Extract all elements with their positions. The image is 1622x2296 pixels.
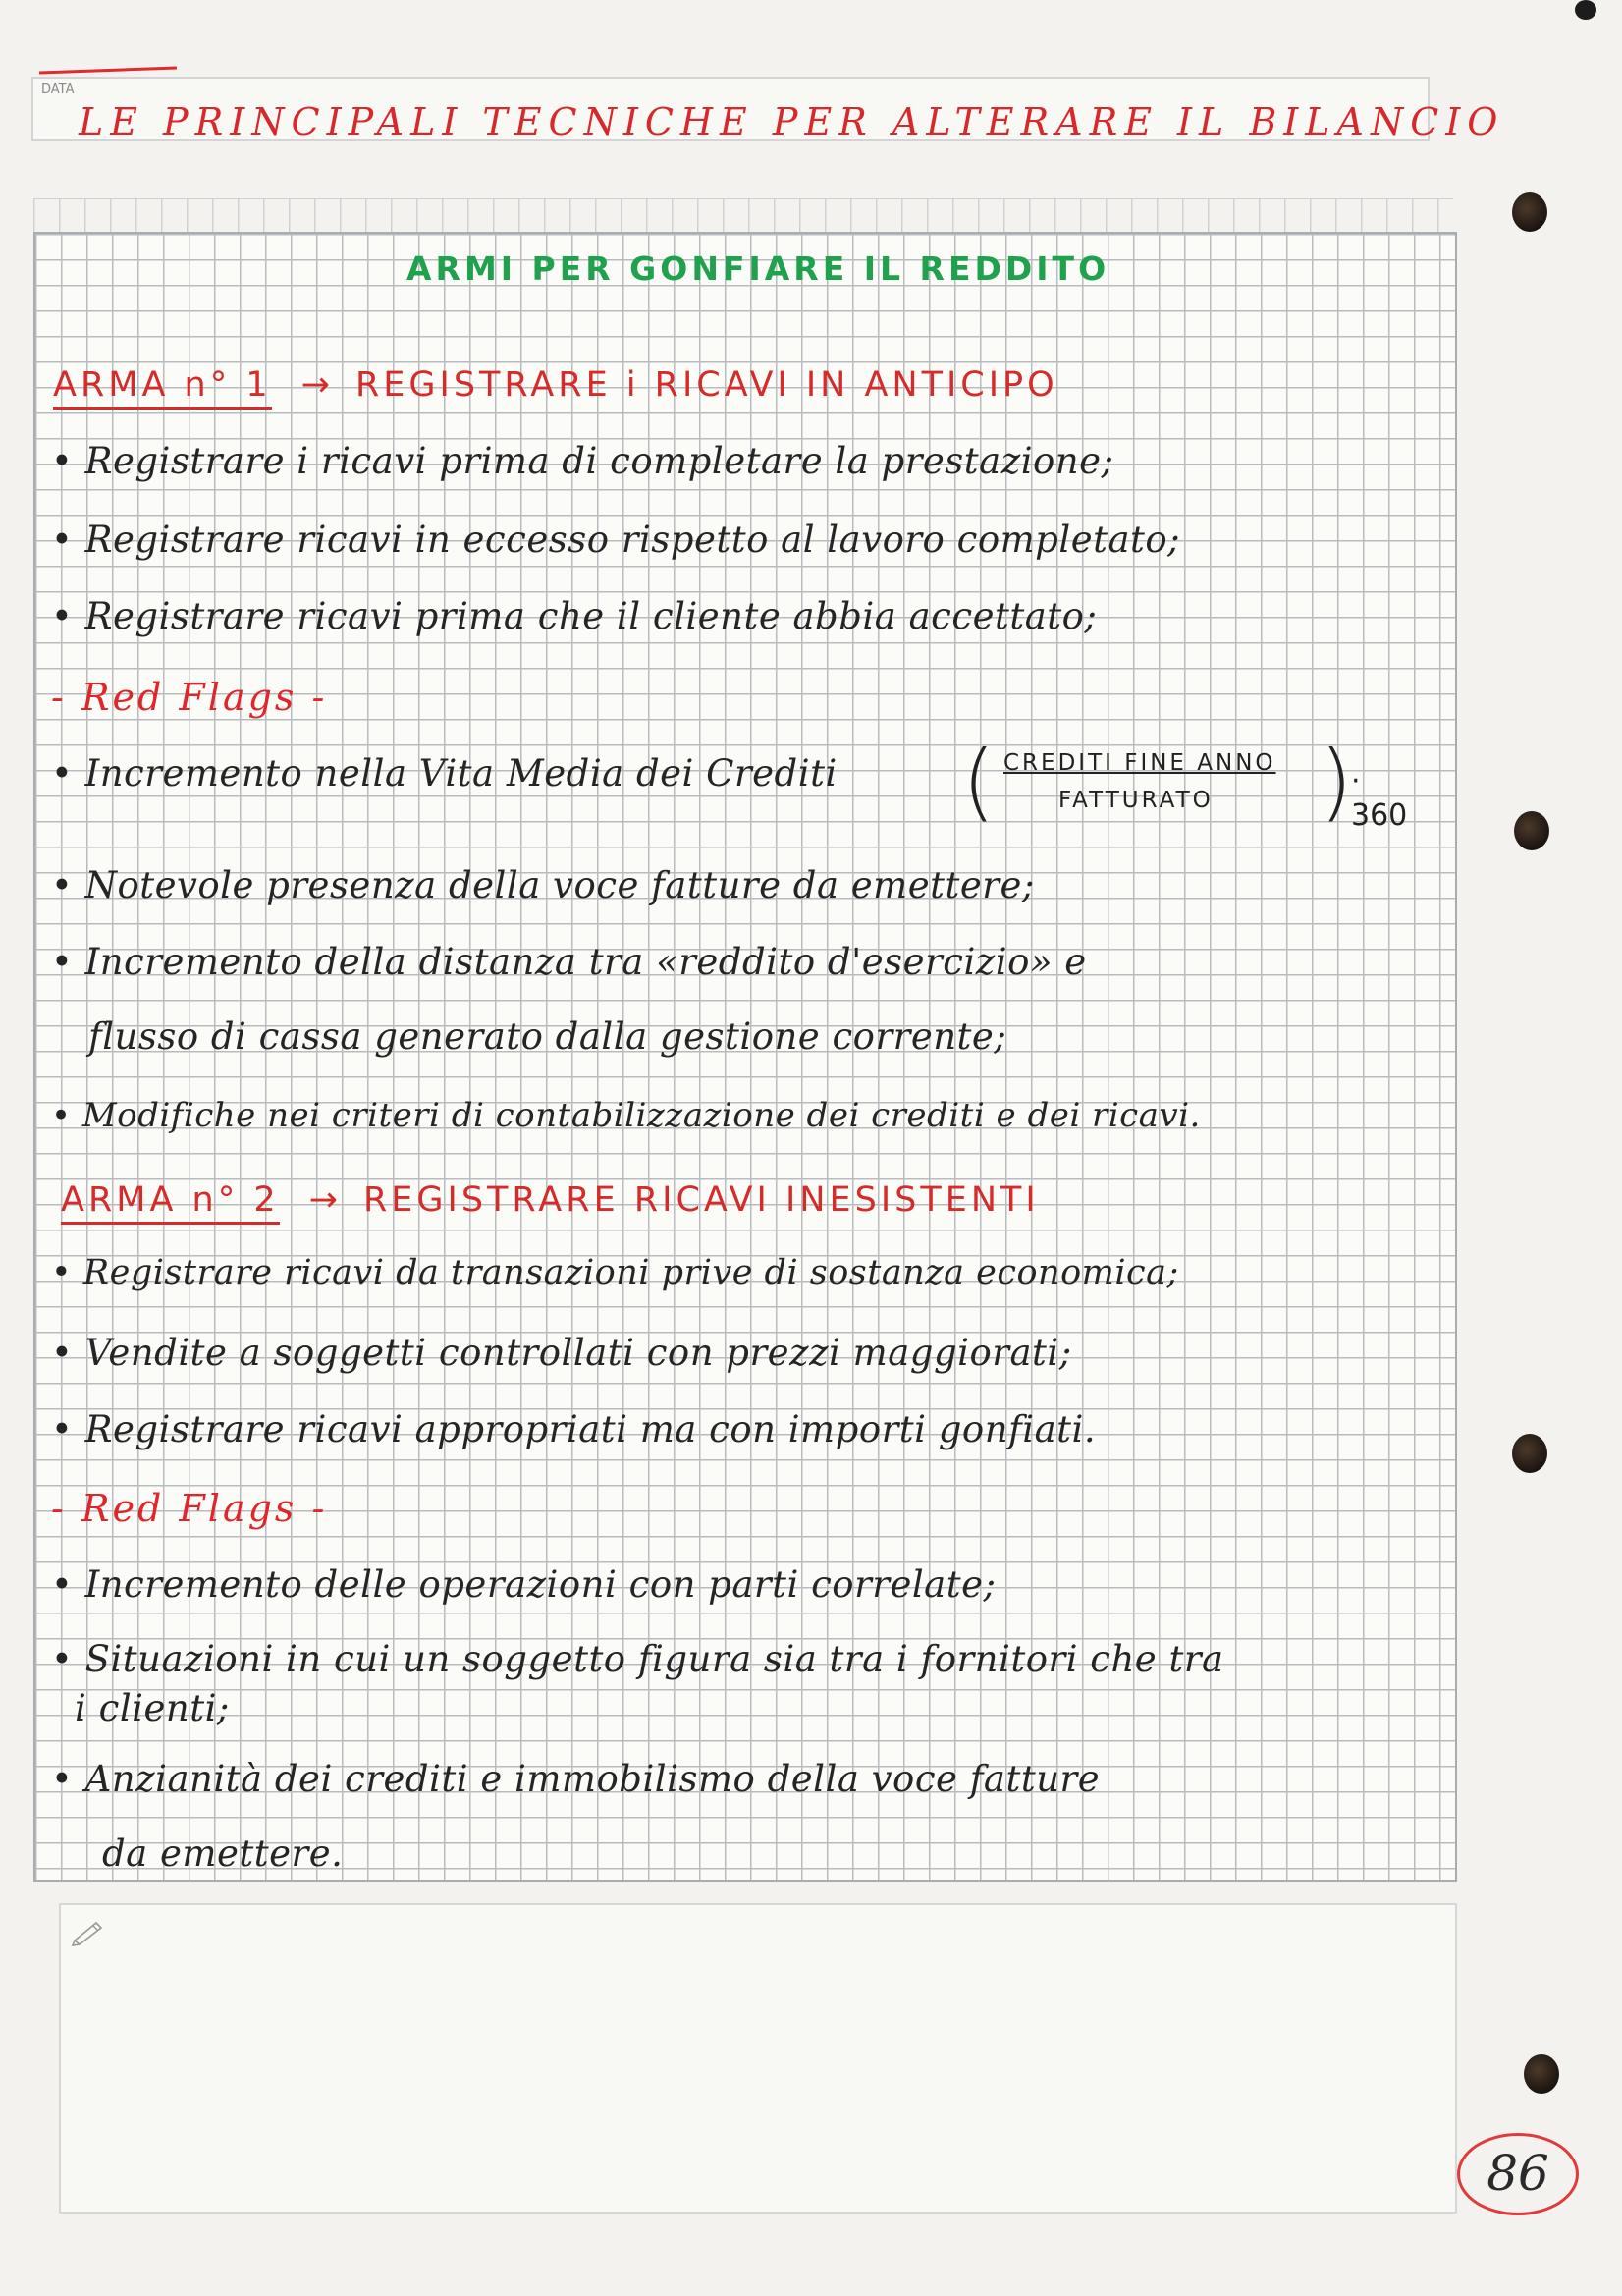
formula-numerator: CREDITI FINE ANNO <box>1003 750 1276 776</box>
weapon1-label: ARMA n° 1 <box>53 365 272 410</box>
weapon1-flag: • Incremento nella Vita Media dei Crediti <box>51 752 838 794</box>
pencil-icon <box>71 1917 106 1946</box>
weapon1-heading <box>53 365 1058 405</box>
weapon1-flag: • Incremento della distanza tra «reddito d'esercizio» e <box>51 941 1087 983</box>
weapon1-title: REGISTRARE i RICAVI IN ANTICIPO <box>354 365 1058 405</box>
notes-box <box>59 1903 1457 2214</box>
red-flags-heading: - Red Flags - <box>51 1487 328 1530</box>
paren-right: ) <box>1320 733 1353 831</box>
data-label: DATA <box>41 82 75 97</box>
weapon2-flag: i clienti; <box>75 1687 230 1729</box>
arrow-icon: → <box>308 1180 342 1220</box>
weapon1-item: • Registrare i ricavi prima di completare la prestazione; <box>51 440 1114 482</box>
section-title: ARMI PER GONFIARE IL REDDITO <box>406 249 1110 288</box>
formula-denominator: FATTURATO <box>1058 788 1214 813</box>
weapon2-label: ARMA n° 2 <box>61 1180 280 1225</box>
formula-multiplier: · 360 <box>1351 764 1408 833</box>
weapon2-flag: • Situazioni in cui un soggetto figura sia tra i fornitori che tra <box>51 1638 1224 1680</box>
weapon2-item: • Vendite a soggetti controllati con prezzi maggiorati; <box>51 1332 1072 1374</box>
page-title: LE PRINCIPALI TECNICHE PER ALTERARE IL BILANCIO <box>79 100 1505 143</box>
header-box <box>31 77 1505 143</box>
weapon2-flag: • Incremento delle operazioni con parti correlate; <box>51 1563 997 1606</box>
weapon2-heading <box>61 1180 1040 1220</box>
weapon1-flag: • Notevole presenza della voce fatture da emettere; <box>51 864 1035 906</box>
weapon2-flag: • Anzianità dei crediti e immobilismo della voce fatture <box>51 1758 1101 1800</box>
weapon1-flag: • Modifiche nei criteri di contabilizzazione dei crediti e dei ricavi. <box>51 1096 1201 1135</box>
punch-hole <box>1524 2054 1559 2094</box>
credit-days-formula <box>962 733 1414 833</box>
weapon2-title: REGISTRARE RICAVI INESISTENTI <box>362 1180 1040 1220</box>
punch-hole <box>1512 1434 1547 1473</box>
weapon1-item: • Registrare ricavi prima che il cliente abbia accettato; <box>51 595 1098 637</box>
ink-dot <box>1575 0 1596 20</box>
weapon2-item: • Registrare ricavi appropriati ma con importi gonfiati. <box>51 1408 1097 1450</box>
red-flags-heading: - Red Flags - <box>51 676 328 719</box>
weapon1-flag: flusso di cassa generato dalla gestione corrente; <box>88 1015 1007 1058</box>
weapon2-item: • Registrare ricavi da transazioni prive di sostanza economica; <box>51 1253 1179 1292</box>
punch-hole <box>1514 811 1549 850</box>
arrow-icon: → <box>300 365 334 405</box>
weapon2-flag: da emettere. <box>102 1832 344 1875</box>
weapon1-item: • Registrare ricavi in eccesso rispetto al lavoro completato; <box>51 519 1181 561</box>
page-number: 86 <box>1457 2133 1579 2215</box>
grid-top-strip <box>33 198 1453 233</box>
paren-left: ( <box>962 733 996 831</box>
title-underline <box>39 67 177 75</box>
punch-hole <box>1512 192 1547 232</box>
